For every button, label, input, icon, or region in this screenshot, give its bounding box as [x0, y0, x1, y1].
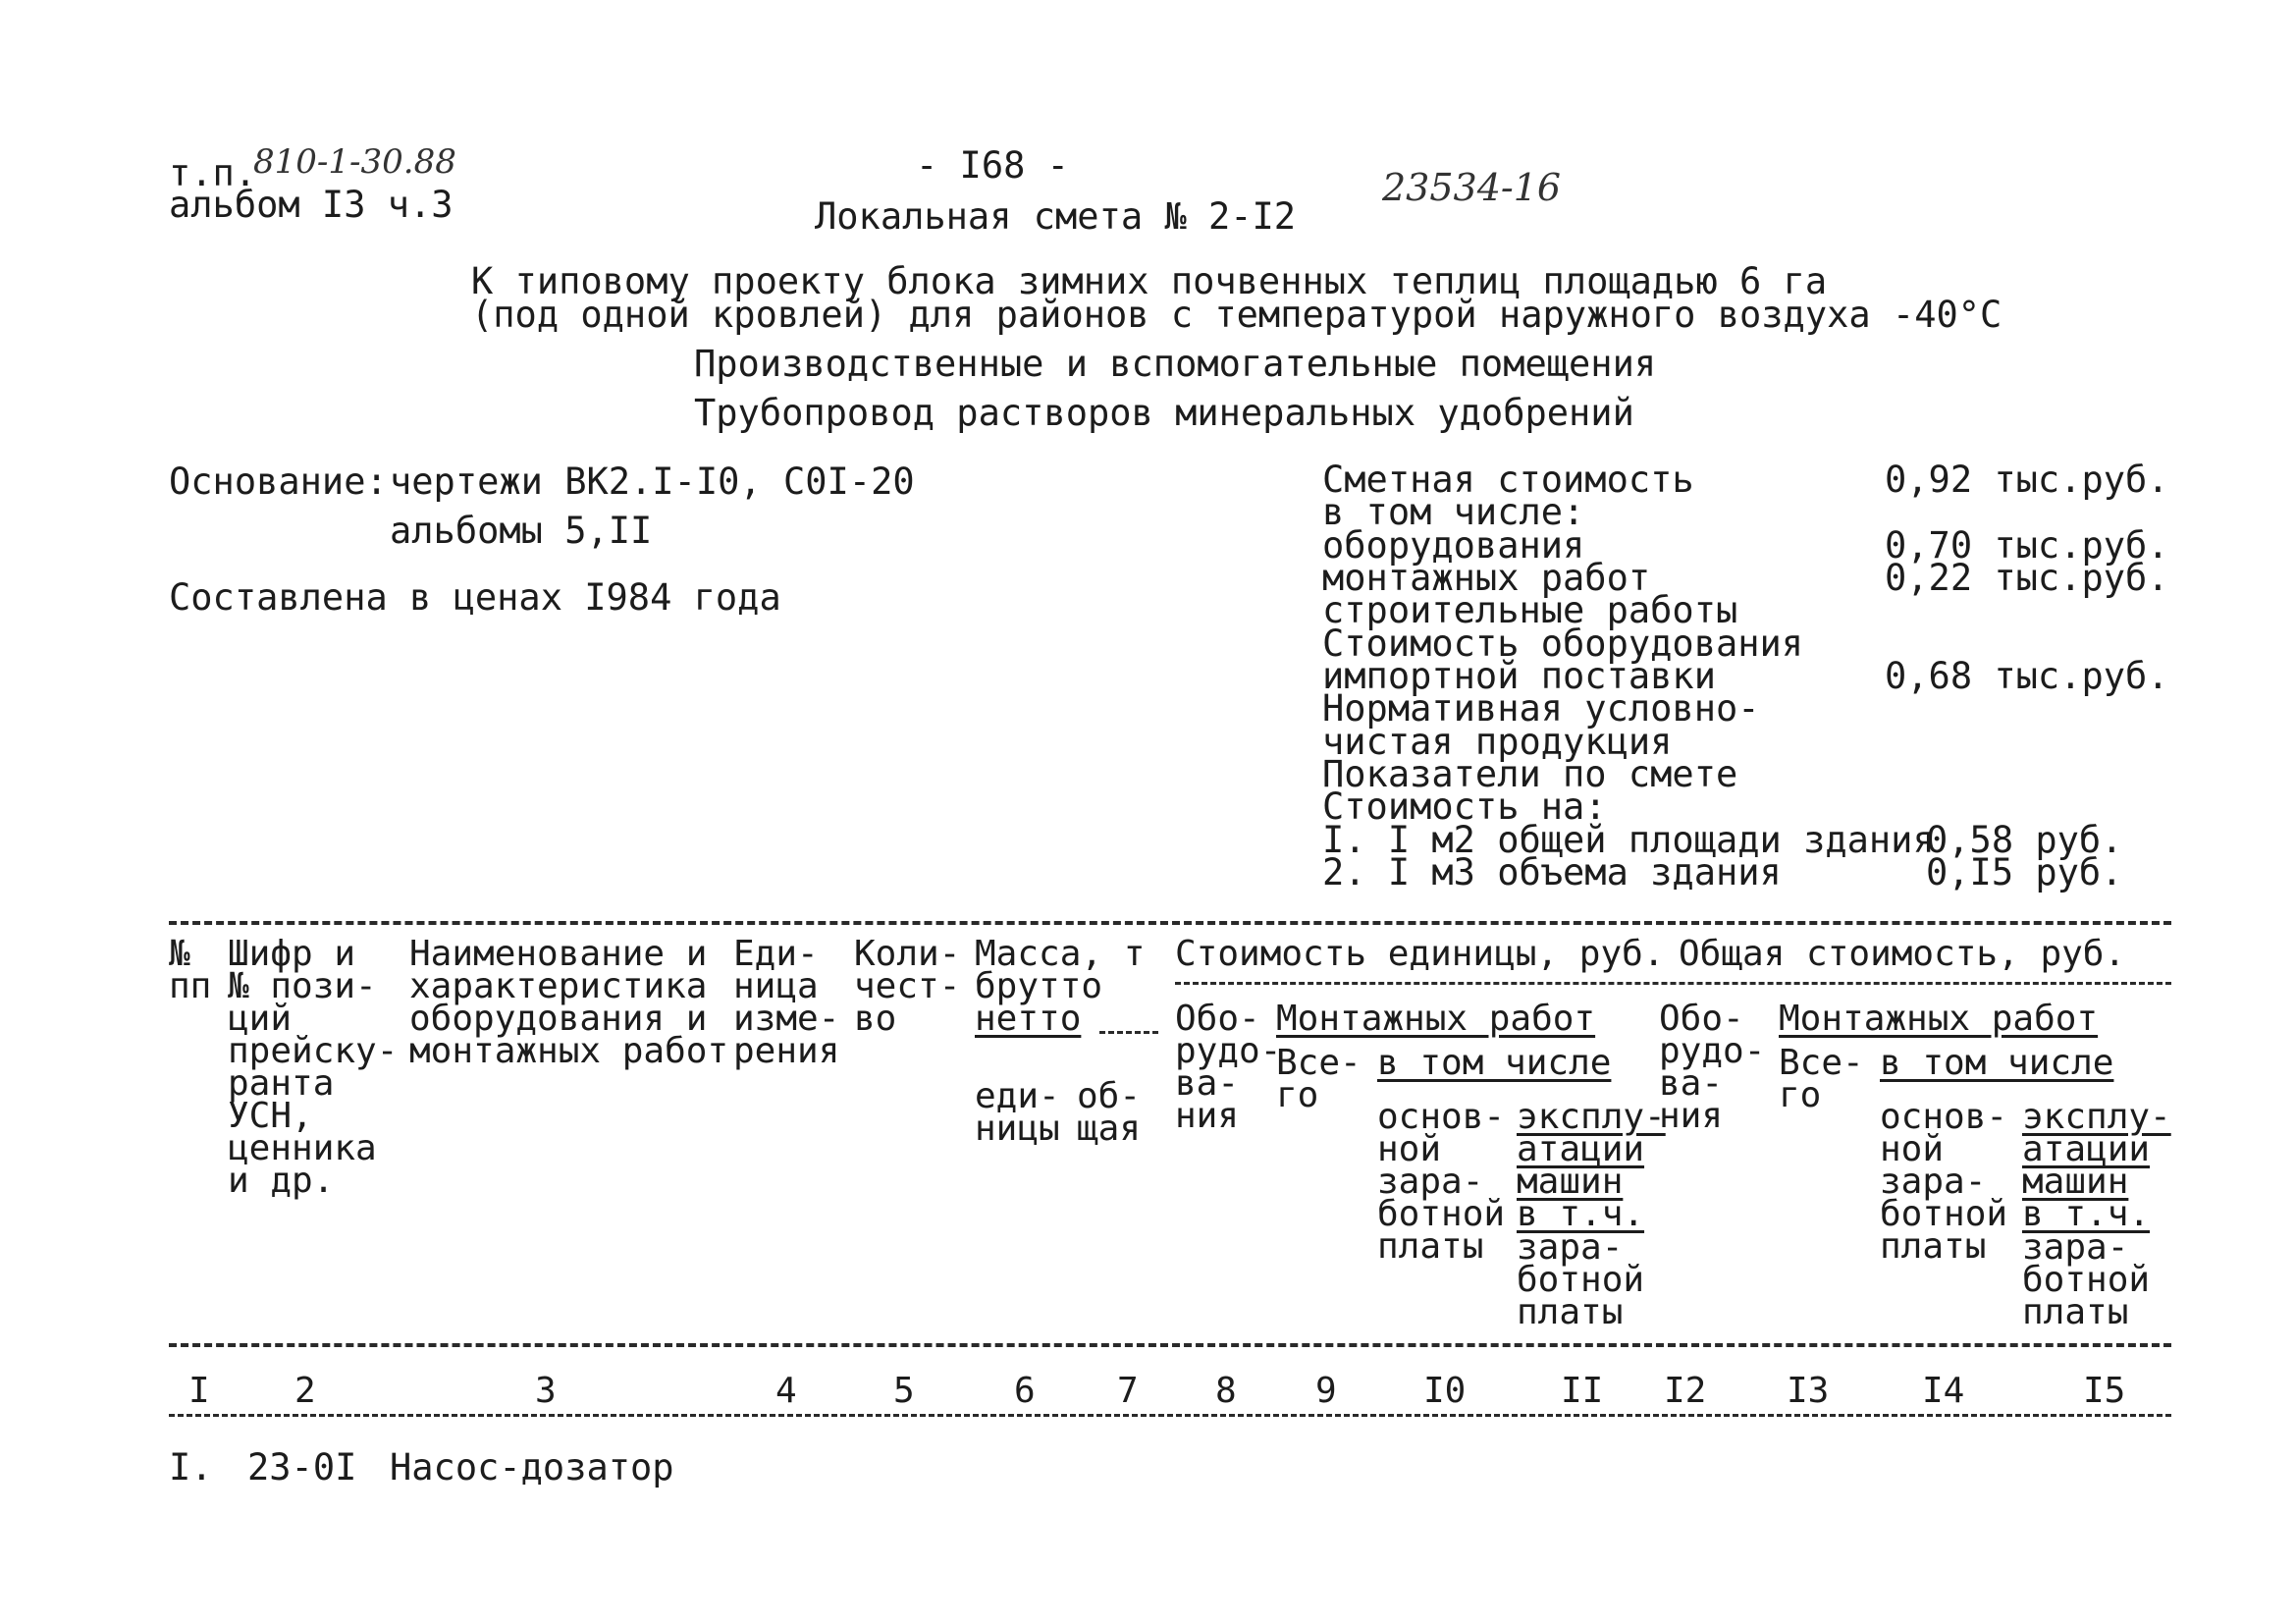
- column-number: I5: [2083, 1371, 2126, 1411]
- unit-mount-header: Монтажных работ: [1276, 999, 1596, 1039]
- summary-value: 0,92 тыс.руб.: [1885, 459, 2169, 501]
- summary-label: Нормативная условно-: [1322, 687, 1760, 730]
- col-unit-header: Еди- ница изме- рения: [733, 934, 840, 1071]
- title-line-3: Производственные и вспомогательные помещения: [694, 343, 1657, 385]
- column-number: 6: [1014, 1371, 1036, 1411]
- row-name: Насос-дозатор: [390, 1446, 674, 1489]
- column-number: 7: [1117, 1371, 1139, 1411]
- basis-albums: альбомы 5,II: [390, 510, 653, 552]
- column-number: 9: [1315, 1371, 1337, 1411]
- summary-label: I. I м2 общей площади здания: [1322, 819, 1935, 861]
- estimate-title: Локальная смета № 2-I2: [815, 195, 1297, 238]
- col-total-equip-header: Обо- рудо- ва- ния: [1659, 999, 1766, 1136]
- column-number: I2: [1664, 1371, 1707, 1411]
- mass-header: Масса, т брутто: [975, 934, 1146, 1006]
- col-unit-mount-all-header: Все- го: [1276, 1043, 1362, 1115]
- summary-label: монтажных работ: [1322, 557, 1651, 599]
- summary-label: оборудования: [1322, 524, 1585, 567]
- total-incl-tch-label: в т.ч.: [2022, 1194, 2151, 1234]
- summary-label: 2. I м3 объема здания: [1322, 851, 1782, 893]
- col-mass-unit-header: еди- ницы: [975, 1076, 1060, 1149]
- col-code-header: Шифр и № пози- ций прейску- ранта УСН, ценника и др.: [228, 934, 399, 1201]
- total-wage-part-label: зара- ботной платы: [2022, 1227, 2151, 1332]
- column-number: I4: [1922, 1371, 1965, 1411]
- summary-value: 0,I5 руб.: [1926, 851, 2123, 893]
- column-number: I: [188, 1371, 210, 1411]
- summary-label: строительные работы: [1322, 589, 1738, 631]
- col-num-header: № пп: [169, 934, 212, 1006]
- summary-label: импортной поставки: [1322, 655, 1716, 697]
- column-number: I3: [1787, 1371, 1830, 1411]
- basis-label: Основание:: [169, 460, 388, 503]
- mass-netto-rule: [1099, 1031, 1158, 1034]
- summary-value: 0,68 тыс.руб.: [1885, 655, 2169, 697]
- row-code: 23-0I: [247, 1446, 357, 1489]
- unit-incl-tch-label: в т.ч.: [1517, 1194, 1645, 1234]
- column-number: 2: [294, 1371, 316, 1411]
- col-unit-base-wage-header: основ- ной зара- ботной платы: [1377, 1097, 1506, 1267]
- column-number: II: [1561, 1371, 1604, 1411]
- summary-value: 0,58 руб.: [1926, 819, 2123, 861]
- col-qty-header: Коли- чест- во: [854, 934, 961, 1039]
- summary-label: Показатели по смете: [1322, 753, 1738, 795]
- summary-value: 0,22 тыс.руб.: [1885, 557, 2169, 599]
- column-number: 3: [535, 1371, 557, 1411]
- col-total-machine-header: эксплу- атации машин: [2022, 1097, 2171, 1202]
- col-unit-machine-header: эксплу- атации машин: [1517, 1097, 1666, 1202]
- total-cost-header: Общая стоимость, руб.: [1679, 934, 2126, 974]
- cost-subheader-rule: [1175, 982, 2171, 985]
- col-total-mount-all-header: Все- го: [1779, 1043, 1864, 1115]
- basis-prices: Составлена в ценах I984 года: [169, 576, 781, 619]
- tp-label: т.п.: [169, 152, 257, 194]
- doc-code-handwritten: 23534-16: [1382, 166, 1562, 209]
- total-incl-header: в том числе: [1880, 1043, 2114, 1083]
- title-line-2: (под одной кровлей) для районов с температурой наружного воздуха -40°С: [471, 294, 2002, 336]
- column-number: 5: [893, 1371, 915, 1411]
- total-mount-header: Монтажных работ: [1779, 999, 2099, 1039]
- summary-label: Сметная стоимость: [1322, 459, 1694, 501]
- col-unit-equip-header: Обо- рудо- ва- ния: [1175, 999, 1282, 1136]
- basis-drawings: чертежи ВК2.I-I0, С0I-20: [390, 460, 915, 503]
- table-top-rule: [169, 921, 2171, 925]
- column-number: 4: [775, 1371, 797, 1411]
- title-line-4: Трубопровод растворов минеральных удобрений: [694, 392, 1634, 434]
- col-mass-total-header: об- щая: [1077, 1076, 1142, 1149]
- unit-cost-header: Стоимость единицы, руб.: [1175, 934, 1665, 974]
- column-number: 8: [1215, 1371, 1237, 1411]
- album-label: альбом I3 ч.3: [169, 184, 454, 226]
- mass-netto-label: нетто: [975, 999, 1082, 1039]
- summary-label: в том числе:: [1322, 491, 1585, 533]
- summary-label: Стоимость оборудования: [1322, 623, 1804, 665]
- table-header-bottom-rule: [169, 1343, 2171, 1347]
- column-number: I0: [1423, 1371, 1467, 1411]
- column-numbers-rule: [169, 1414, 2171, 1417]
- col-name-header: Наименование и характеристика оборудования и монтажных работ: [409, 934, 729, 1071]
- row-number: I.: [169, 1446, 213, 1489]
- page-number: - I68 -: [916, 144, 1069, 187]
- tp-number-handwritten: 810-1-30.88: [253, 142, 456, 182]
- title-line-1: К типовому проекту блока зимних почвенных теплиц площадью 6 га: [471, 260, 1828, 302]
- summary-label: Стоимость на:: [1322, 785, 1607, 828]
- summary-label: чистая продукция: [1322, 721, 1673, 763]
- summary-value: 0,70 тыс.руб.: [1885, 524, 2169, 567]
- unit-incl-header: в том числе: [1377, 1043, 1612, 1083]
- unit-wage-part-label: зара- ботной платы: [1517, 1227, 1645, 1332]
- col-total-base-wage-header: основ- ной зара- ботной платы: [1880, 1097, 2008, 1267]
